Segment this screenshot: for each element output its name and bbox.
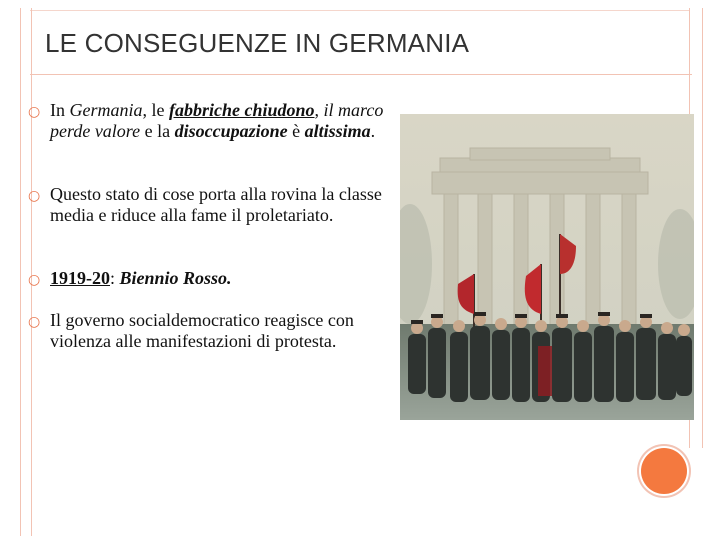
ring-bullet-icon: ○ [28, 314, 41, 330]
ring-bullet-icon: ○ [28, 272, 41, 288]
photo-illustration [400, 114, 694, 420]
slide-title: LE CONSEGUENZE IN GERMANIA [45, 28, 470, 58]
ring-bullet-icon: ○ [28, 104, 41, 120]
bullet-1-text: In Germania, le fabbriche chiudono, il marco perde valore e la disoccupazione è altissima. [50, 100, 384, 141]
ring-bullet-icon: ○ [28, 188, 41, 204]
title-divider [30, 74, 692, 75]
bullet-2-text: Questo stato di cose porta alla rovina la classe media e riduce alla fame il proletariato. [50, 184, 382, 225]
bullet-item-2 [28, 184, 388, 247]
bullet-3-text: 1919-20: Biennio Rosso. [50, 268, 232, 288]
bullet-4-text: Il governo socialdemocratico reagisce con violenza alle manifestazioni di protesta. [50, 310, 354, 351]
bullet-item-1 [28, 100, 388, 163]
brandenburg-gate-photo [400, 114, 694, 420]
frame-top-line [30, 10, 690, 11]
bullet-item-4 [28, 310, 388, 352]
bullet-item-3 [28, 268, 388, 289]
bullet-list [28, 100, 388, 352]
decorative-orange-circle [641, 448, 687, 494]
